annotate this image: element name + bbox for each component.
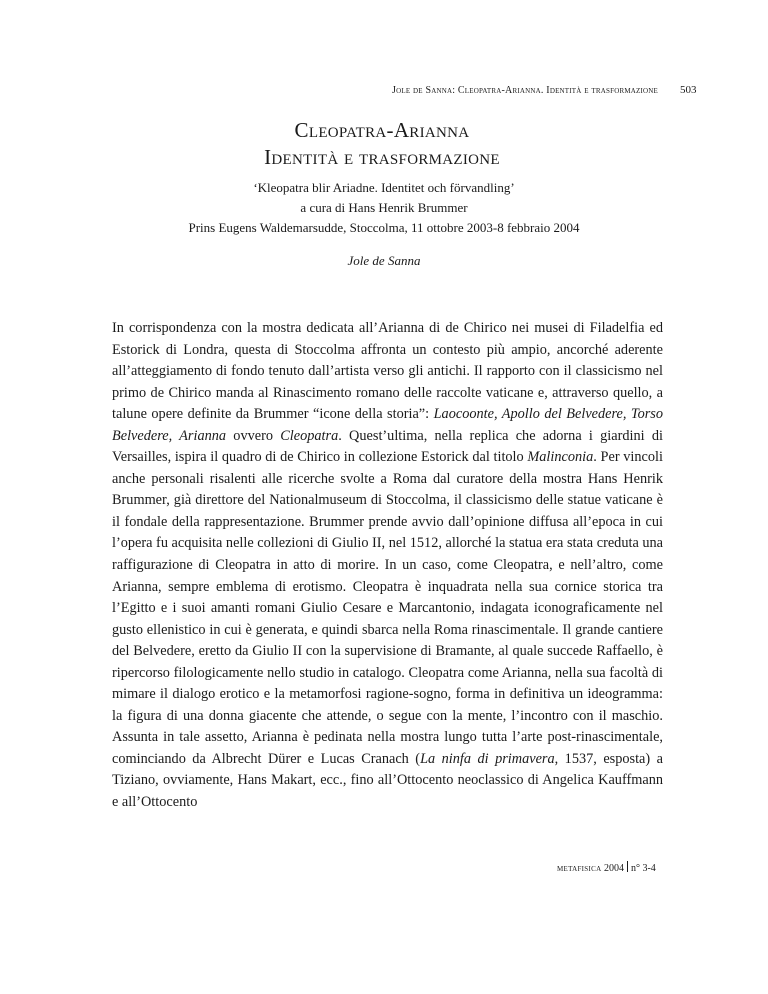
exhibition-info: [0, 178, 768, 238]
title-line-2: Identità e trasformazione: [264, 145, 500, 169]
journal-name: metafisica: [557, 863, 602, 874]
footer: [557, 861, 656, 874]
italic-work-titles: Laocoonte, Apollo del Belvedere, Torso Belvedere, Arianna: [112, 406, 663, 444]
curator-line: a cura di Hans Henrik Brummer: [300, 200, 468, 215]
body-text-segment: . Per vincoli anche personali risalenti alle ricerche svolte a Roma dal curatore della mostra Hans Henrik Brummer, già direttore del Nationalmuseum di Stoccolma, il classicismo delle statue vaticane è il fondale della rappresentazione. Brummer prende avvio dall’opinione diffusa all’epoca in cui l’opera fu acquisita nelle collezioni di Giulio II, nel 1512, allorché la statua era stata creduta una raffigurazione di Cleopatra in atto di morire. In un caso, come Cleopatra, e nell’altro, come Arianna, sempre emblema di erotismo. Cleopatra è inquadrata nella sua cornice storica tra l’Egitto e i suoi amanti romani Giulio Cesare e Marcantonio, indagata iconograficamente nel gusto ellenistico in cui è generata, e quindi sbarca nella Roma rinascimentale. Il grande cantiere del Belvedere, eretto da Giulio II con la supervisione di Bramante, al quale succede Raffaello, è ripercorso filologicamente nello studio in catalogo. Cleopatra come Arianna, nella sua facoltà di mimare il dialogo erotico e la metamorfosi ragione-sogno, forma in definitiva un ideogramma: la figura di una donna giacente che attende, o segue con la mente, l’incontro con il maschio. Assunta in tale assetto, Arianna è pedinata nella mostra lungo tutta l’arte post-rinascimentale, cominciando da Albrecht Dürer e Lucas Cranach (: [112, 449, 664, 767]
italic-work-title: Cleopatra: [280, 427, 339, 444]
italic-work-title: Malinconia: [527, 449, 594, 466]
body-text-segment: , 1537, esposta) a Tiziano, ovviamente, Hans Makart, ecc., fino all’Ottocento neoclassico di Angelica Kauffmann e all’Ottocento: [112, 750, 663, 811]
article-title: [0, 117, 768, 171]
body-text-segment: In corrispondenza con la mostra dedicata all’Arianna di de Chirico nei musei di Filadelfia ed Estorick di Londra, questa di Stoccolma affronta un contesto più ampio, ancorché aderente all’atteggiamento di fondo tenuto dall’artista verso gli antichi. Il rapporto con il classicismo nel primo de Chirico manda al Rinascimento romano delle raccolte vaticane e, attraverso quello, a talune opere definite da Brummer “icone della storia”:: [112, 320, 663, 423]
body-paragraph: [112, 318, 663, 814]
footer-divider: [627, 861, 628, 872]
page-number: 503: [680, 84, 697, 96]
body-text-segment: . Quest’ultima, nella replica che adorna i giardini di Versailles, ispira il quadro di de Chirico in collezione Estorick dal titolo: [112, 427, 663, 466]
author-name: Jole de Sanna: [347, 253, 421, 268]
journal-issue: n° 3-4: [630, 863, 656, 874]
title-line-1: Cleopatra-Arianna: [294, 118, 470, 142]
italic-work-title: La ninfa di primavera: [420, 750, 555, 767]
exhibition-title: ‘Kleopatra blir Ariadne. Identitet och förvandling’: [253, 180, 515, 195]
body-text: [112, 318, 663, 814]
body-text-segment: ovvero: [226, 427, 281, 444]
journal-year: 2004: [603, 863, 624, 874]
venue-dates: Prins Eugens Waldemarsudde, Stoccolma, 11 ottobre 2003-8 febbraio 2004: [188, 220, 580, 235]
running-head: Jole de Sanna: Cleopatra-Arianna. Identità e trasformazione: [392, 85, 658, 96]
